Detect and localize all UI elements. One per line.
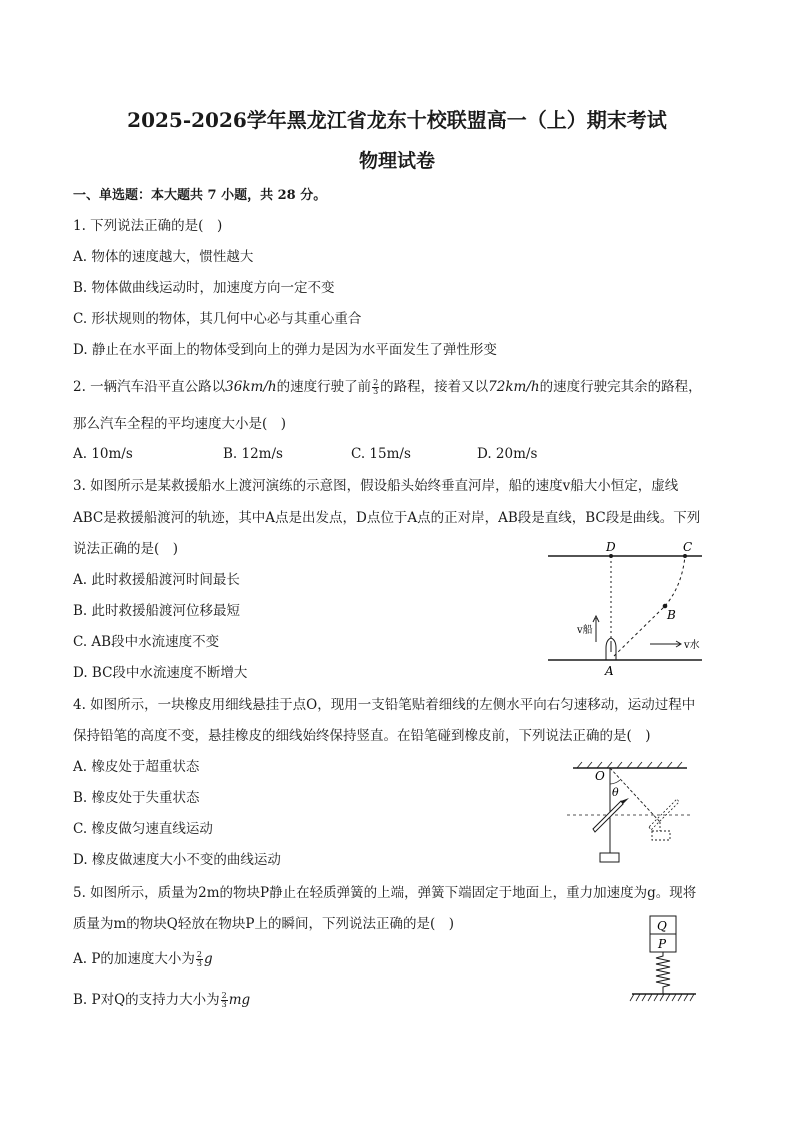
fraction-two-thirds: $\frac{2}{3}$ (196, 950, 203, 968)
q2-option-d: D. 20m/s (477, 446, 538, 462)
q2-stem-line1: 2. 一辆汽车沿平直公路以36km/h的速度行驶了前 $\frac{2}{3}$ 的路程，接着又以72km/h的速度行驶完其余的路程， (73, 378, 702, 396)
q2-options (73, 446, 673, 464)
label-q: Q (657, 919, 667, 933)
q5-option-b: B. P对Q的支持力大小为 $\frac{2}{3}$ mg (73, 991, 251, 1009)
q5-stem-line2: 质量为m的物块Q轻放在物块P上的瞬间，下列说法正确的是( ) (73, 916, 454, 932)
q3-option-b: B. 此时救援船渡河位移最短 (73, 603, 241, 619)
label-p: P (658, 937, 667, 951)
label-d: D (606, 540, 616, 554)
q4-option-d: D. 橡皮做速度大小不变的曲线运动 (73, 852, 281, 868)
label-c: C (683, 540, 693, 554)
q4-option-b: B. 橡皮处于失重状态 (73, 790, 200, 806)
q3-option-a: A. 此时救援船渡河时间最长 (73, 572, 240, 588)
q1-option-b: B. 物体做曲线运动时，加速度方向一定不变 (73, 280, 335, 296)
q4-stem-line1: 4. 如图所示，一块橡皮用细线悬挂于点O，现用一支铅笔贴着细线的左侧水平向右匀速移动，运动过程中 (73, 697, 696, 713)
exam-title: 2025-2026学年黑龙江省龙东十校联盟高一（上）期末考试 (127, 108, 667, 132)
label-b: B (667, 608, 676, 622)
label-v-boat: v船 (577, 625, 593, 636)
q3-stem-line2: ABC是救援船渡河的轨迹，其中A点是出发点，D点位于A点的正对岸，AB段是直线，BC段是曲线。下列 (73, 510, 701, 526)
q5-option-a: A. P的加速度大小为 $\frac{2}{3}$ g (73, 950, 213, 968)
label-v-water: v水 (684, 640, 700, 651)
q3-river-diagram (540, 536, 710, 682)
q3-option-c: C. AB段中水流速度不变 (73, 634, 220, 650)
q1-stem: 1. 下列说法正确的是( ) (73, 218, 223, 234)
q3-stem-line3: 说法正确的是( ) (73, 541, 179, 557)
q3-stem-line1: 3. 如图所示是某救援船水上渡河演练的示意图，假设船头始终垂直河岸，船的速度v船大小恒定，虚线 (73, 478, 679, 494)
q4-pencil-eraser-diagram (565, 758, 695, 868)
fraction-two-thirds: $\frac{2}{3}$ (221, 991, 227, 1009)
q1-option-a: A. 物体的速度越大，惯性越大 (73, 249, 254, 265)
q5-spring-blocks-diagram (626, 914, 702, 1006)
q1-option-d: D. 静止在水平面上的物体受到向上的弹力是因为水平面发生了弹性形变 (73, 342, 497, 358)
q5-stem-line1: 5. 如图所示，质量为2m的物块P静止在轻质弹簧的上端，弹簧下端固定于地面上，重力加速度为g。现将 (73, 885, 697, 901)
label-theta: θ (612, 786, 619, 799)
q1-option-c: C. 形状规则的物体，其几何中心必与其重心重合 (73, 311, 362, 327)
q3-option-d: D. BC段中水流速度不断增大 (73, 665, 248, 681)
label-a: A (605, 664, 614, 678)
exam-subtitle: 物理试卷 (358, 150, 435, 172)
section-heading: 一、单选题：本大题共 7 小题，共 28 分。 (73, 188, 327, 203)
q2-stem-line2: 那么汽车全程的平均速度大小是( ) (73, 416, 287, 432)
label-o: O (595, 769, 605, 783)
q4-stem-line2: 保持铅笔的高度不变，悬挂橡皮的细线始终保持竖直。在铅笔碰到橡皮前，下列说法正确的是( ) (73, 728, 651, 744)
fraction-two-thirds: $\frac{2}{3}$ (373, 378, 379, 396)
q4-option-c: C. 橡皮做匀速直线运动 (73, 821, 213, 837)
q2-option-c: C. 15m/s (351, 446, 411, 462)
q4-option-a: A. 橡皮处于超重状态 (73, 759, 200, 775)
q2-option-a: A. 10m/s (73, 446, 133, 462)
q2-option-b: B. 12m/s (223, 446, 283, 462)
